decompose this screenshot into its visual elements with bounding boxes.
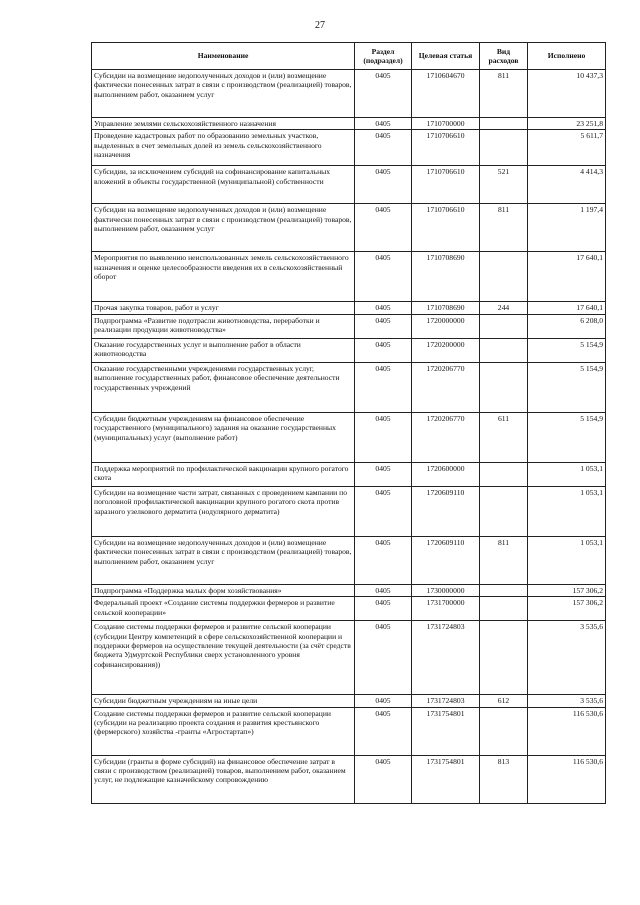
table-row: [92, 707, 606, 755]
row-executed: 5 154,9: [528, 412, 606, 462]
row-name: Поддержка мероприятий по профилактической вакцинации крупного рогатого скота: [92, 462, 355, 486]
row-target: 1731700000: [412, 597, 480, 621]
row-name: Проведение кадастровых работ по образованию земельных участков, выделенных в счет земельных долей из земель сельскохозяйственного назначения: [92, 130, 355, 166]
row-executed: 1 053,1: [528, 486, 606, 536]
row-executed: 157 306,2: [528, 597, 606, 621]
row-target: 1720609110: [412, 486, 480, 536]
row-executed: 23 251,8: [528, 118, 606, 130]
row-target: 1710708690: [412, 252, 480, 302]
row-section: 0405: [355, 412, 412, 462]
row-executed: 157 306,2: [528, 584, 606, 596]
row-expense: [480, 462, 528, 486]
row-name: Оказание государственных услуг и выполнение работ в области животноводства: [92, 338, 355, 362]
row-section: 0405: [355, 362, 412, 412]
header-expense: Вид расходов: [480, 43, 528, 70]
row-expense: 811: [480, 536, 528, 584]
row-executed: 5 154,9: [528, 338, 606, 362]
row-expense: [480, 486, 528, 536]
row-target: 1720600000: [412, 462, 480, 486]
table-row: [92, 118, 606, 130]
row-expense: 611: [480, 412, 528, 462]
row-section: 0405: [355, 584, 412, 596]
row-target: 1720609110: [412, 536, 480, 584]
table-row: [92, 584, 606, 596]
row-name: Создание системы поддержки фермеров и развитие сельской кооперации (субсидии на реализацию проекта создания и развития крестьянского (фермерского) хозяйства -гранты «Агростартап»): [92, 707, 355, 755]
row-expense: [480, 707, 528, 755]
header-executed: Исполнено: [528, 43, 606, 70]
row-name: Подпрограмма «Развитие подотрасли животноводства, переработки и реализации продукции животноводства»: [92, 314, 355, 338]
row-target: 1710604670: [412, 70, 480, 118]
row-expense: 813: [480, 755, 528, 803]
row-expense: [480, 597, 528, 621]
row-section: 0405: [355, 118, 412, 130]
row-section: 0405: [355, 130, 412, 166]
row-expense: 612: [480, 695, 528, 707]
row-executed: 3 535,6: [528, 621, 606, 695]
row-target: 1710706610: [412, 204, 480, 252]
table-row: [92, 166, 606, 204]
row-expense: 521: [480, 166, 528, 204]
page-number: 27: [315, 20, 325, 31]
table-row: [92, 536, 606, 584]
row-section: 0405: [355, 536, 412, 584]
table-row: [92, 70, 606, 118]
table-row: [92, 695, 606, 707]
row-name: Субсидии бюджетным учреждениям на иные цели: [92, 695, 355, 707]
row-expense: 811: [480, 70, 528, 118]
row-name: Мероприятия по выявлению неиспользованных земель сельскохозяйственного назначения и оценке целесообразности введения их в сельскохозяйственный оборот: [92, 252, 355, 302]
row-target: 1710706610: [412, 166, 480, 204]
row-section: 0405: [355, 621, 412, 695]
row-executed: 17 640,1: [528, 302, 606, 314]
row-executed: 3 535,6: [528, 695, 606, 707]
row-name: Субсидии на возмещение недополученных доходов и (или) возмещение фактически понесенных затрат в связи с производством (реализацией) товаров, выполнением работ, оказанием услуг: [92, 70, 355, 118]
row-target: 1731754801: [412, 755, 480, 803]
table-row: [92, 362, 606, 412]
row-expense: [480, 621, 528, 695]
table-row: [92, 486, 606, 536]
row-expense: [480, 584, 528, 596]
row-target: 1731724803: [412, 621, 480, 695]
row-target: 1720200000: [412, 338, 480, 362]
row-name: Субсидии на возмещение недополученных доходов и (или) возмещение фактически понесенных затрат в связи с производством (реализацией) товаров, выполнением работ, оказанием услуг: [92, 204, 355, 252]
row-section: 0405: [355, 707, 412, 755]
row-executed: 1 053,1: [528, 536, 606, 584]
row-target: 1710706610: [412, 130, 480, 166]
row-executed: 5 611,7: [528, 130, 606, 166]
table-row: [92, 755, 606, 803]
row-section: 0405: [355, 166, 412, 204]
table-row: [92, 338, 606, 362]
header-section: Раздел (подраздел): [355, 43, 412, 70]
row-name: Подпрограмма «Поддержка малых форм хозяйствования»: [92, 584, 355, 596]
row-target: 1720206770: [412, 412, 480, 462]
table-row: [92, 597, 606, 621]
row-section: 0405: [355, 314, 412, 338]
row-name: Создание системы поддержки фермеров и развитие сельской кооперации (субсидии Центру компетенций в сфере сельскохозяйственной кооперации и поддержки фермеров на осуществление текущей деятельности (за счёт средств бюджета Удмуртской Республики сверх установленного уровня софинансирования)): [92, 621, 355, 695]
row-executed: 17 640,1: [528, 252, 606, 302]
row-target: 1730000000: [412, 584, 480, 596]
row-executed: 5 154,9: [528, 362, 606, 412]
row-executed: 10 437,3: [528, 70, 606, 118]
row-name: Управление землями сельскохозяйственного назначения: [92, 118, 355, 130]
row-expense: 244: [480, 302, 528, 314]
row-name: Субсидии бюджетным учреждениям на финансовое обеспечение государственного (муниципального) задания на оказание государственных (муниципальных) услуг (выполнение работ): [92, 412, 355, 462]
table-row: [92, 412, 606, 462]
row-executed: 4 414,3: [528, 166, 606, 204]
table-header-row: [92, 43, 606, 70]
table-row: [92, 302, 606, 314]
row-section: 0405: [355, 302, 412, 314]
row-name: Федеральный проект «Создание системы поддержки фермеров и развитие сельской кооперации»: [92, 597, 355, 621]
row-name: Субсидии, за исключением субсидий на софинансирование капитальных вложений в объекты государственной (муниципальной) собственности: [92, 166, 355, 204]
table-row: [92, 314, 606, 338]
row-section: 0405: [355, 486, 412, 536]
row-executed: 116 530,6: [528, 755, 606, 803]
row-section: 0405: [355, 70, 412, 118]
table-row: [92, 462, 606, 486]
row-section: 0405: [355, 204, 412, 252]
row-target: 1731754801: [412, 707, 480, 755]
row-expense: [480, 338, 528, 362]
row-executed: 1 053,1: [528, 462, 606, 486]
row-section: 0405: [355, 597, 412, 621]
row-target: 1731724803: [412, 695, 480, 707]
row-section: 0405: [355, 755, 412, 803]
row-executed: 6 208,0: [528, 314, 606, 338]
row-expense: [480, 362, 528, 412]
row-section: 0405: [355, 338, 412, 362]
row-section: 0405: [355, 252, 412, 302]
table-row: [92, 204, 606, 252]
row-section: 0405: [355, 695, 412, 707]
row-target: 1710708690: [412, 302, 480, 314]
row-executed: 116 530,6: [528, 707, 606, 755]
table-row: [92, 621, 606, 695]
row-expense: [480, 118, 528, 130]
row-executed: 1 197,4: [528, 204, 606, 252]
row-name: Субсидии на возмещение части затрат, связанных с проведением кампании по поголовной профилактической вакцинации крупного рогатого скота против заразного узелкового дерматита (нодулярного дерматита): [92, 486, 355, 536]
row-name: Субсидии на возмещение недополученных доходов и (или) возмещение фактически понесенных затрат в связи с производством (реализацией) товаров, выполнением работ, оказанием услуг: [92, 536, 355, 584]
row-expense: 811: [480, 204, 528, 252]
row-target: 1720000000: [412, 314, 480, 338]
row-expense: [480, 252, 528, 302]
row-name: Прочая закупка товаров, работ и услуг: [92, 302, 355, 314]
header-target: Целевая статья: [412, 43, 480, 70]
header-name: Наименование: [92, 43, 355, 70]
row-target: 1710700000: [412, 118, 480, 130]
table-row: [92, 130, 606, 166]
row-expense: [480, 314, 528, 338]
table-row: [92, 252, 606, 302]
row-name: Субсидии (гранты в форме субсидий) на финансовое обеспечение затрат в связи с производством (реализацией) товаров, выполнением работ, оказанием услуг, не подлежащие казначейскому сопровождению: [92, 755, 355, 803]
row-name: Оказание государственными учреждениями государственных услуг, выполнение государственных работ, финансовое обеспечение деятельности государственных учреждений: [92, 362, 355, 412]
row-target: 1720206770: [412, 362, 480, 412]
row-expense: [480, 130, 528, 166]
budget-table: [91, 42, 606, 804]
row-section: 0405: [355, 462, 412, 486]
